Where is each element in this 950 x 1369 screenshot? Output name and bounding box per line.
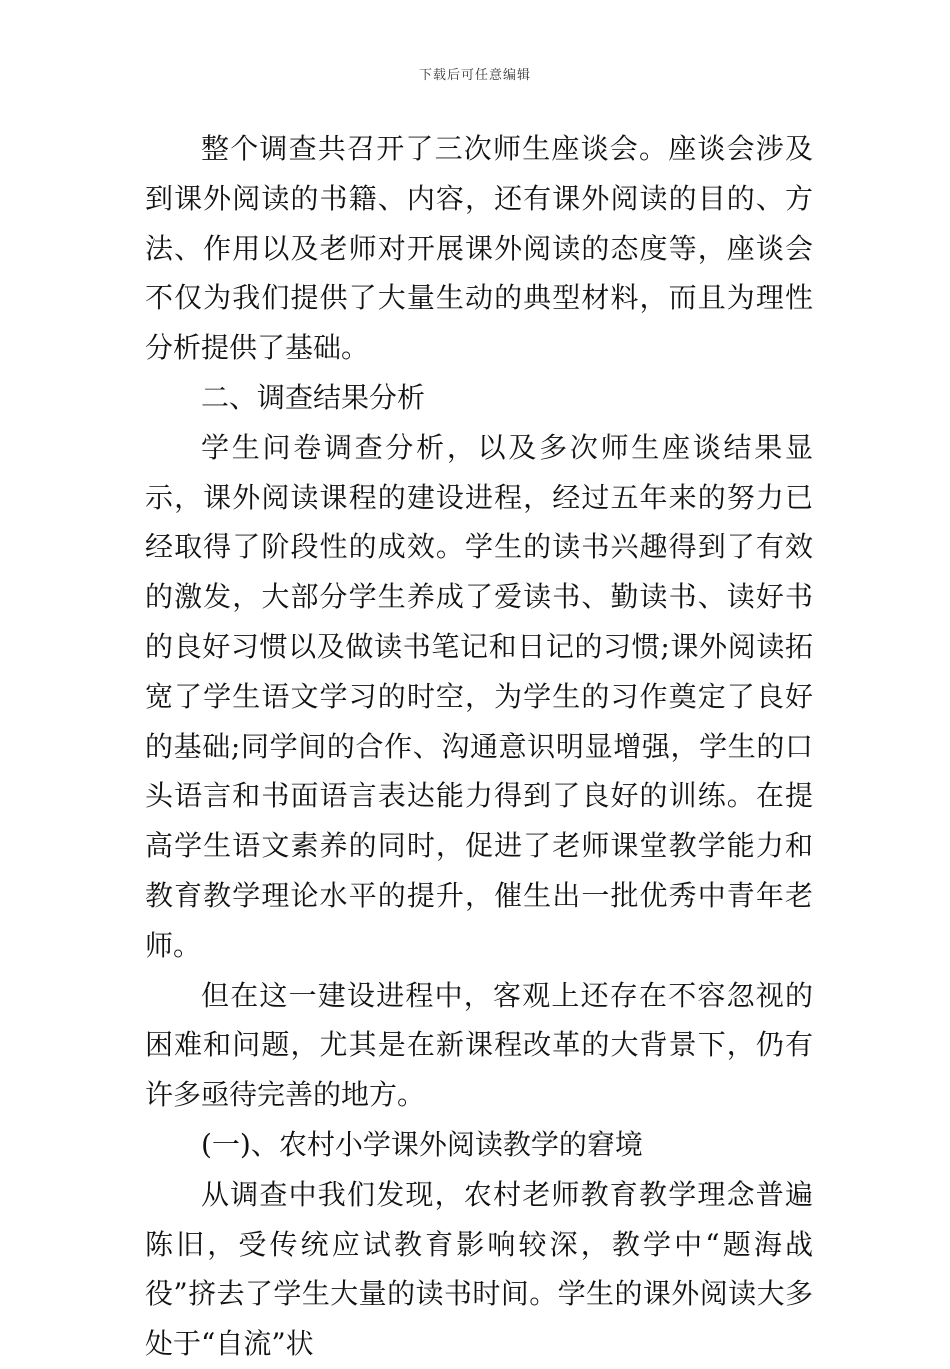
subsection-heading-dilemma: (一)、农村小学课外阅读教学的窘境 — [201, 1127, 643, 1161]
paragraph-results: 学生问卷调查分析，以及多次师生座谈结果显示，课外阅读课程的建设进程，经过五年来的努力已经取得了阶段性的成效。学生的读书兴趣得到了有效的激发，大部分学生养成了爱读书、勤读书、读好书的良好习惯以及做读书笔记和日记的习惯;课外阅读拓宽了学生语文学习的时空，为学生的习作奠定了良好的基础;同学间的合作、沟通意识明显增强，学生的口头语言和书面语言表达能力得到了良好的训练。在提高学生语文素养的同时，促进了老师课堂教学能力和教育教学理论水平的提升，催生出一批优秀中青年老师。 — [145, 430, 813, 962]
document-body — [145, 124, 813, 1369]
header-note: 下载后可任意编辑 — [418, 68, 531, 83]
paragraph-seminar: 整个调查共召开了三次师生座谈会。座谈会涉及到课外阅读的书籍、内容，还有课外阅读的目的、方法、作用以及老师对开展课外阅读的态度等，座谈会不仅为我们提供了大量生动的典型材料，而且为理性分析提供了基础。 — [145, 132, 813, 365]
paragraph-problems: 但在这一建设进程中，客观上还存在不容忽视的困难和问题，尤其是在新课程改革的大背景下，仍有许多亟待完善的地方。 — [145, 978, 813, 1112]
paragraph-findings: 从调查中我们发现，农村老师教育教学理念普遍陈旧，受传统应试教育影响较深，教学中“题海战役”挤去了学生大量的读书时间。学生的课外阅读大多处于“自流”状 — [145, 1177, 813, 1361]
section-heading-analysis: 二、调查结果分析 — [201, 380, 426, 414]
